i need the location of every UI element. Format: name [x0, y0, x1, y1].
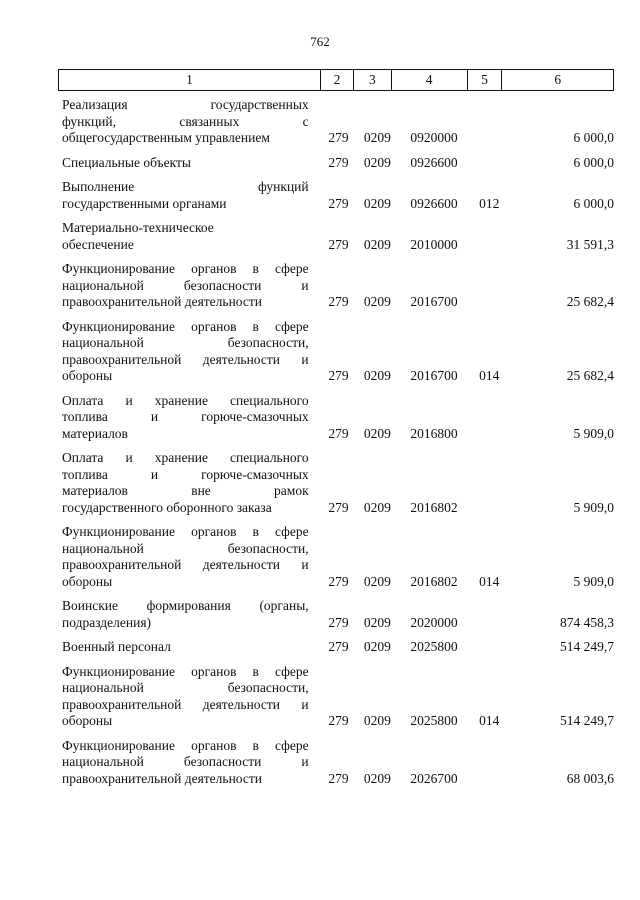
page-number: 762	[310, 34, 330, 49]
row-code-col-4: 2025800	[410, 713, 458, 728]
row-code-col-4: 2016700	[410, 294, 458, 309]
row-amount: 6 000,0	[573, 195, 615, 211]
row-code-col-4: 2016802	[410, 573, 458, 589]
row-code-col-2: 279	[328, 195, 349, 211]
description-line: Оплата и хранение специального	[62, 392, 309, 408]
description-line: национальной безопасности,	[62, 335, 309, 350]
description-line: обороны	[62, 713, 113, 728]
description-line: национальной безопасности и	[62, 277, 309, 293]
header-col-3: 3	[353, 70, 391, 90]
row-code-col-3: 0209	[363, 499, 391, 515]
row-description	[58, 639, 309, 656]
table-row	[58, 97, 614, 147]
description-line: общегосударственным управлением	[62, 130, 270, 145]
row-amount: 31 591,3	[566, 236, 615, 252]
table-row	[58, 450, 614, 516]
row-code-col-2: 279	[328, 614, 349, 630]
table-row	[58, 179, 614, 212]
row-code-col-4: 2026700	[410, 770, 458, 786]
row-description	[58, 524, 309, 590]
row-code-col-4: 2016800	[410, 425, 458, 441]
row-code-col-3: 0209	[363, 195, 391, 211]
description-line: материалов	[62, 425, 128, 441]
row-code-col-2: 279	[328, 499, 349, 515]
table-row	[58, 220, 614, 253]
header-col-6: 6	[501, 70, 613, 90]
description-line: Оплата и хранение специального	[62, 450, 309, 465]
table-row	[58, 738, 614, 788]
row-code-col-3: 0209	[363, 713, 391, 728]
table-row	[58, 598, 614, 631]
description-line: правоохранительной деятельности	[62, 770, 262, 786]
description-line: Воинские формирования (органы,	[62, 598, 309, 613]
row-amount: 514 249,7	[560, 713, 615, 728]
row-amount: 5 909,0	[573, 499, 615, 515]
row-code-col-4: 2016802	[410, 499, 458, 515]
row-code-col-5: 012	[479, 195, 500, 211]
description-line: Функционирование органов в сфере	[62, 524, 309, 539]
header-col-4: 4	[391, 70, 467, 90]
table-header	[58, 69, 614, 91]
description-line: подразделения)	[62, 614, 152, 630]
row-description	[58, 393, 309, 443]
row-code-col-3: 0209	[363, 573, 391, 589]
row-code-col-2: 279	[328, 425, 349, 441]
row-amount: 6 000,0	[573, 130, 615, 145]
description-line: Функционирование органов в сфере	[62, 737, 309, 753]
description-line: национальной безопасности,	[62, 540, 309, 556]
description-line: топлива и горюче-смазочных	[62, 409, 309, 424]
header-col-1: 1	[186, 72, 193, 87]
row-description	[58, 664, 309, 730]
row-code-col-4: 2020000	[410, 614, 458, 630]
row-code-col-2: 279	[328, 236, 349, 252]
row-description	[58, 738, 309, 788]
row-amount: 68 003,6	[566, 770, 615, 786]
row-description	[58, 319, 309, 385]
row-code-col-2: 279	[328, 573, 349, 589]
description-line: правоохранительной деятельности и	[62, 557, 309, 572]
description-line: государственными органами	[62, 195, 227, 211]
row-code-col-3: 0209	[363, 425, 391, 441]
table-row	[58, 639, 614, 656]
description-line: Функционирование органов в сфере	[62, 663, 309, 679]
description-line: функций, связанных с	[62, 113, 309, 129]
row-code-col-3: 0209	[363, 639, 391, 654]
row-code-col-5: 014	[479, 573, 500, 589]
row-code-col-3: 0209	[363, 236, 391, 252]
row-code-col-2: 279	[328, 130, 349, 145]
row-code-col-3: 0209	[363, 770, 391, 786]
description-line: материалов вне рамок	[62, 483, 309, 498]
row-code-col-2: 279	[328, 770, 349, 786]
row-code-col-4: 0920000	[410, 130, 458, 145]
row-code-col-5: 014	[479, 368, 500, 383]
table-row	[58, 393, 614, 443]
description-line: Материально-техническое	[62, 220, 214, 235]
row-code-col-3: 0209	[363, 130, 391, 145]
row-code-col-3: 0209	[363, 614, 391, 630]
table-row	[58, 524, 614, 590]
description-line: национальной безопасности и	[62, 754, 309, 769]
row-code-col-2: 279	[328, 294, 349, 309]
row-amount: 6 000,0	[573, 154, 615, 170]
row-description	[58, 155, 309, 172]
description-line: правоохранительной деятельности и	[62, 351, 309, 367]
row-code-col-4: 2016700	[410, 368, 458, 383]
description-line: Выполнение функций	[62, 179, 309, 194]
row-description	[58, 179, 309, 212]
description-line: обеспечение	[62, 236, 134, 252]
row-amount: 514 249,7	[560, 639, 615, 654]
header-col-2: 2	[320, 70, 353, 90]
row-amount: 25 682,4	[566, 368, 615, 383]
table-row	[58, 664, 614, 730]
row-description	[58, 450, 309, 516]
row-amount: 874 458,3	[560, 614, 615, 630]
row-code-col-3: 0209	[363, 294, 391, 309]
row-code-col-4: 2025800	[410, 639, 458, 654]
row-description	[58, 261, 309, 311]
row-code-col-4: 2010000	[410, 236, 458, 252]
row-code-col-2: 279	[328, 368, 349, 383]
description-line: Функционирование органов в сфере	[62, 261, 309, 276]
description-line: обороны	[62, 368, 113, 383]
row-code-col-3: 0209	[363, 368, 391, 383]
description-line: правоохранительной деятельности и	[62, 696, 309, 712]
description-line: Военный персонал	[62, 639, 171, 654]
table-body	[58, 97, 614, 795]
table-row	[58, 319, 614, 385]
row-code-col-4: 0926600	[410, 195, 458, 211]
description-line: Реализация государственных	[62, 97, 309, 112]
description-line: обороны	[62, 573, 113, 589]
header-col-5: 5	[467, 70, 502, 90]
row-code-col-4: 0926600	[410, 154, 458, 170]
description-line: государственного оборонного заказа	[62, 499, 272, 515]
description-line: топлива и горюче-смазочных	[62, 466, 309, 482]
row-code-col-5: 014	[479, 713, 500, 728]
table-row	[58, 155, 614, 172]
table-row	[58, 261, 614, 311]
description-line: национальной безопасности,	[62, 680, 309, 695]
row-amount: 25 682,4	[566, 294, 615, 309]
row-code-col-2: 279	[328, 639, 349, 654]
description-line: Функционирование органов в сфере	[62, 318, 309, 334]
row-description	[58, 220, 309, 253]
row-description	[58, 598, 309, 631]
row-description	[58, 97, 309, 147]
row-code-col-2: 279	[328, 713, 349, 728]
description-line: Специальные объекты	[62, 154, 191, 170]
row-amount: 5 909,0	[573, 425, 615, 441]
row-amount: 5 909,0	[573, 573, 615, 589]
row-code-col-3: 0209	[363, 154, 391, 170]
description-line: правоохранительной деятельности	[62, 294, 262, 309]
row-code-col-2: 279	[328, 154, 349, 170]
